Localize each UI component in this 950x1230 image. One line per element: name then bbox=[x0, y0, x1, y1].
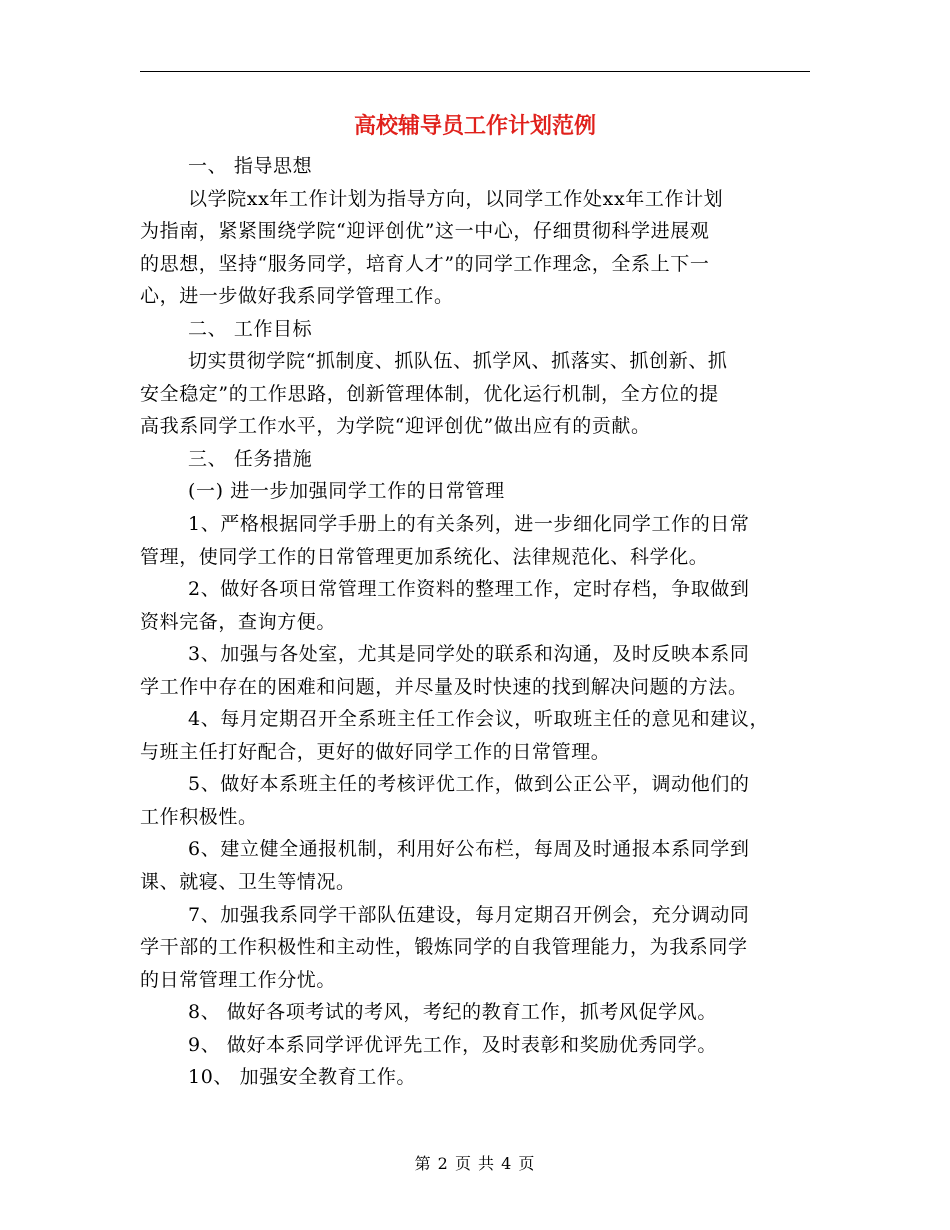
body-line: 4、每月定期召开全系班主任工作会议，听取班主任的意见和建议， bbox=[188, 708, 770, 731]
body-line: 课、就寝、卫生等情况。 bbox=[140, 871, 356, 894]
body-line: 为指南，紧紧围绕学院“迎评创优”这一中心，仔细贯彻科学进展观 bbox=[140, 220, 710, 243]
document-title: 高校辅导员工作计划范例 bbox=[353, 113, 596, 139]
body-line: 管理，使同学工作的日常管理更加系统化、法律规范化、科学化。 bbox=[140, 545, 709, 568]
body-line: 学干部的工作积极性和主动性，锻炼同学的自我管理能力，为我系同学 bbox=[140, 936, 748, 959]
body-line: 10、 加强安全教育工作。 bbox=[188, 1066, 417, 1089]
body-line: 5、做好本系班主任的考核评优工作，做到公正公平，调动他们的 bbox=[188, 773, 750, 796]
body-line: 2、做好各项日常管理工作资料的整理工作，定时存档，争取做到 bbox=[188, 578, 750, 601]
body-line: 的日常管理工作分忧。 bbox=[140, 968, 337, 991]
body-line: 二、 工作目标 bbox=[188, 317, 313, 340]
body-line: 7、加强我系同学干部队伍建设，每月定期召开例会，充分调动同 bbox=[188, 903, 750, 926]
body-line: 与班主任打好配合，更好的做好同学工作的日常管理。 bbox=[140, 740, 611, 763]
body-line: 6、建立健全通报机制，利用好公布栏，每周及时通报本系同学到 bbox=[188, 838, 750, 861]
body-line: 3、加强与各处室，尤其是同学处的联系和沟通，及时反映本系同 bbox=[188, 643, 750, 666]
body-line: (一) 进一步加强同学工作的日常管理 bbox=[188, 480, 505, 503]
body-line: 三、 任务措施 bbox=[188, 447, 313, 470]
body-line: 以学院xx年工作计划为指导方向，以同学工作处xx年工作计划 bbox=[188, 187, 724, 210]
body-line: 工作积极性。 bbox=[140, 805, 258, 828]
page-number-footer: 第 2 页 共 4 页 bbox=[414, 1154, 536, 1173]
body-line: 资料完备，查询方便。 bbox=[140, 610, 337, 633]
body-line: 切实贯彻学院“抓制度、抓队伍、抓学风、抓落实、抓创新、抓 bbox=[188, 350, 728, 373]
header-rule bbox=[140, 71, 810, 72]
body-line: 安全稳定”的工作思路，创新管理体制，优化运行机制，全方位的提 bbox=[140, 382, 719, 405]
body-line: 一、 指导思想 bbox=[188, 155, 313, 177]
body-line: 心，进一步做好我系同学管理工作。 bbox=[140, 285, 454, 308]
document-body bbox=[140, 150, 816, 1094]
body-line: 学工作中存在的困难和问题，并尽量及时快速的找到解决问题的方法。 bbox=[140, 675, 748, 698]
body-line: 1、严格根据同学手册上的有关条列，进一步细化同学工作的日常 bbox=[188, 513, 750, 536]
body-line: 8、 做好各项考试的考风，考纪的教育工作，抓考风促学风。 bbox=[188, 1001, 717, 1024]
body-line: 的思想，坚持“服务同学，培育人才”的同学工作理念，全系上下一 bbox=[140, 252, 710, 275]
body-line: 9、 做好本系同学评优评先工作，及时表彰和奖励优秀同学。 bbox=[188, 1033, 717, 1056]
body-line: 高我系同学工作水平，为学院“迎评创优”做出应有的贡献。 bbox=[140, 415, 651, 438]
